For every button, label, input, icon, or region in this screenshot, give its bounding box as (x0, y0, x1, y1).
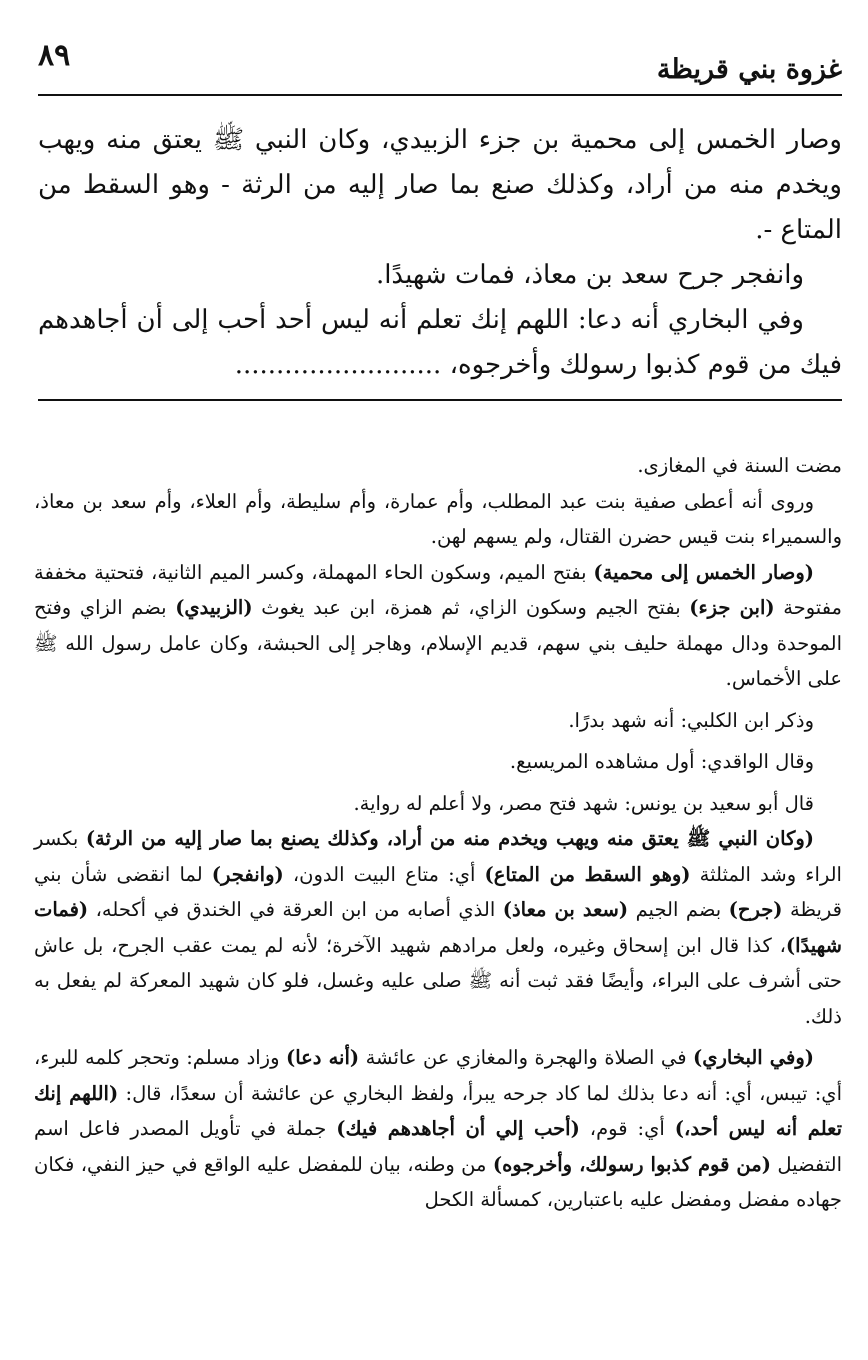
quoted-phrase: (وانفجر) (211, 862, 284, 886)
commentary-span: وزاد مسلم: وتحجر كلمه للبرء، أي: تيبس، أي: أنه دعا بذلك لما كاد جرحه يبرأ، ولفظ البخاري عن عائشة أن سعدًا، قال: (34, 1046, 842, 1105)
commentary-span: من وطنه، بيان للمفضل عليه الواقع في حيز النفي، فكان جهاده مفضل ومفضل عليه باعتبارين، كمسألة الكحل (34, 1152, 842, 1211)
commentary-paragraph: مضت السنة في المغازى. (637, 454, 842, 477)
quoted-phrase: (الزبيدي) (175, 596, 253, 619)
commentary-paragraph: وروى أنه أعطى صفية بنت عبد المطلب، وأم عمارة، وأم سليطة، وأم العلاء، وأم سعد بن معاذ، والسميراء بنت قيس حضرن القتال، ولم يسهم لهن. (34, 489, 842, 548)
commentary-span: لما انقضى شأن بني قريظة (34, 862, 842, 921)
commentary-paragraph: وذكر ابن الكلبي: أنه شهد بدرًا. (568, 708, 814, 732)
commentary-span: بفتح الجيم وسكون الزاي، ثم همزة، ابن عبد يغوث (252, 596, 690, 619)
main-paragraph: وانفجر جرح سعد بن معاذ، فمات شهيدًا. (375, 260, 804, 290)
commentary-paragraph (34, 1040, 842, 1218)
page-number: ٨٩ (38, 38, 71, 73)
commentary-span: بضم الزاي وفتح الموحدة ودال مهملة حليف بني سهم، قديم الإسلام، وهاجر إلى الحبشة، وكان عامل رسول الله ﷺ على الأخماس. (34, 596, 842, 690)
quoted-phrase: (وفي البخاري) (693, 1046, 814, 1069)
quoted-phrase: (من قوم كذبوا رسولك، وأخرجوه) (492, 1152, 771, 1176)
quoted-phrase: (أحب إلي أن أجاهدهم فيك) (336, 1117, 580, 1140)
main-text (38, 118, 842, 388)
commentary-paragraph (34, 555, 842, 697)
commentary-span: بفتح الميم، وسكون الحاء المهملة، وكسر الميم الثانية، فتحتية مخففة مفتوحة (34, 560, 843, 619)
commentary-paragraph: وقال الواقدي: أول مشاهده المريسيع. (509, 750, 814, 773)
commentary-span: بضم الجيم (628, 898, 729, 921)
page-header (38, 38, 842, 96)
quoted-phrase: (فمات شهيدًا) (34, 898, 842, 957)
quoted-phrase: (اللهم إنك تعلم أنه ليس أحد،) (34, 1081, 842, 1140)
commentary-span: أي: متاع البيت الدون، (283, 862, 485, 886)
separator-rule (38, 399, 842, 401)
commentary-paragraph: قال أبو سعيد بن يونس: شهد فتح مصر، ولا أعلم له رواية. (353, 791, 814, 815)
running-title: غزوة بني قريظة (656, 54, 842, 85)
quoted-phrase: (وكان النبي ﷺ يعتق منه ويهب ويخدم منه من أراد، وكذلك يصنع بما صار إليه من الرثة) (85, 827, 815, 850)
commentary-span: أي: قوم، (579, 1117, 675, 1140)
quoted-phrase: (أنه دعا) (286, 1046, 360, 1069)
commentary-span: الذي أصابه من ابن العرقة في الخندق في أكحله، (88, 898, 503, 921)
commentary-span: جملة في تأويل المصدر فاعل اسم التفضيل (34, 1117, 843, 1176)
commentary-span: في الصلاة والهجرة والمغازي عن عائشة (359, 1046, 694, 1069)
main-paragraph: وصار الخمس إلى محمية بن جزء الزبيدي، وكان النبي ﷺ يعتق منه ويهب ويخدم منه من أراد، وكذلك صنع بما صار إليه من الرثة - وهو السقط من المتاع -. (38, 125, 842, 245)
quoted-phrase: (سعد بن معاذ) (502, 898, 629, 921)
commentary-span: بكسر الراء وشد المثلثة (34, 827, 842, 886)
quoted-phrase: (وهو السقط من المتاع) (484, 862, 691, 886)
quoted-phrase: (ابن جزء) (689, 596, 775, 619)
quoted-phrase: (وصار الخمس إلى محمية) (593, 560, 815, 584)
commentary-span: ، كذا قال ابن إسحاق وغيره، ولعل مرادهم شهيد الآخرة؛ لأنه لم يمت عقب الجرح، بل عاش حتى أشرف على البراء، وأيضًا فقد ثبت أنه ﷺ صلى عليه وغسل، فلو كان شهيد المعركة لم يفعل به ذلك. (34, 933, 842, 1028)
main-paragraph: وفي البخاري أنه دعا: اللهم إنك تعلم أنه ليس أحد أحب إلى أن أجاهدهم فيك من قوم كذبوا رسولك وأخرجوه، ......................... (38, 305, 842, 380)
commentary-text (34, 448, 842, 1218)
quoted-phrase: (جرح) (728, 898, 783, 921)
commentary-paragraph (34, 821, 842, 1034)
